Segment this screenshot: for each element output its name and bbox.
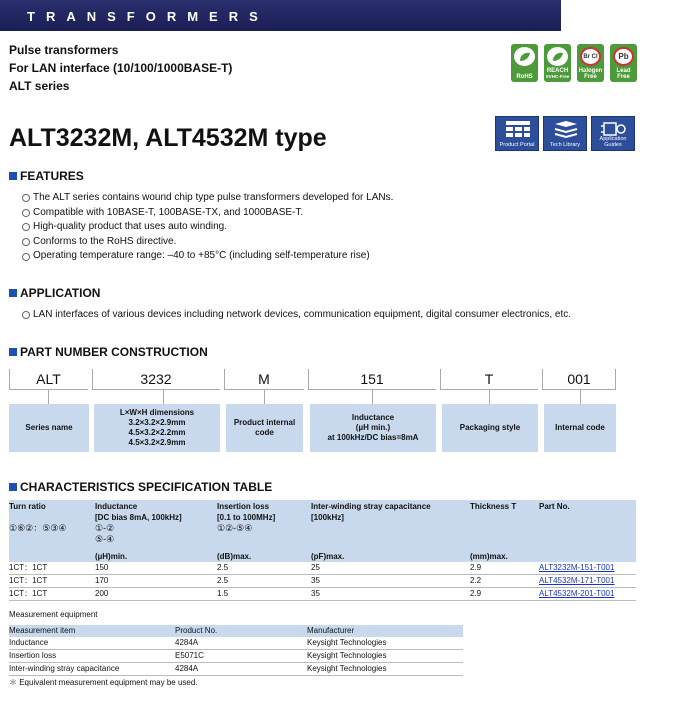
table-cell: 2.2 bbox=[470, 575, 539, 588]
page-title: ALT3232M, ALT4532M type bbox=[9, 124, 327, 152]
table-cell: 35 bbox=[311, 575, 470, 588]
table-cell: 200 bbox=[95, 588, 217, 601]
badge-label: SVHC-Free bbox=[545, 74, 570, 79]
header-text: Turn ratio bbox=[9, 502, 46, 511]
header-text: ①-② bbox=[95, 523, 115, 533]
table-cell: 25 bbox=[311, 562, 470, 575]
part-number-link[interactable]: ALT4532M-201-T001 bbox=[539, 589, 615, 598]
pn-description: Packaging style bbox=[459, 423, 521, 432]
measurement-note: ＊ Equivalent measurement equipment may be used. bbox=[9, 678, 198, 687]
bullet-circle-icon bbox=[22, 311, 30, 319]
pn-description: at 100kHz/DC bias=8mA bbox=[327, 433, 419, 442]
table-cell: 1CT：1CT bbox=[9, 562, 95, 575]
pn-description: code bbox=[255, 428, 274, 437]
bullet-circle-icon bbox=[22, 194, 30, 202]
pn-description-box bbox=[544, 404, 616, 452]
column-header-thickness bbox=[470, 500, 539, 562]
table-cell: 170 bbox=[95, 575, 217, 588]
section-heading-text: APPLICATION bbox=[20, 286, 101, 300]
table-header-row bbox=[9, 500, 636, 562]
pn-description: 4.5×3.2×2.2mm bbox=[128, 428, 186, 437]
features-heading bbox=[9, 169, 84, 183]
list-item bbox=[22, 249, 393, 264]
series-subtitle bbox=[9, 41, 232, 95]
halogen-free-badge bbox=[577, 44, 604, 82]
application-heading bbox=[9, 286, 100, 300]
part-number-link[interactable]: ALT3232M-151-T001 bbox=[539, 563, 615, 572]
product-portal-button[interactable] bbox=[495, 116, 539, 151]
table-cell: Keysight Technologies bbox=[307, 663, 463, 676]
bullet-square-icon bbox=[9, 348, 17, 356]
header-unit: (mm)max. bbox=[470, 552, 508, 561]
section-banner: TRANSFORMERS bbox=[0, 0, 561, 31]
table-cell: 1CT：1CT bbox=[9, 575, 95, 588]
column-header-insertion-loss bbox=[217, 500, 311, 562]
table-row bbox=[9, 637, 463, 650]
header-unit: (dB)max. bbox=[217, 552, 252, 561]
reach-badge bbox=[544, 44, 571, 82]
section-heading-text: CHARACTERISTICS SPECIFICATION TABLE bbox=[20, 480, 273, 494]
table-row bbox=[9, 663, 463, 676]
badge-label: Lead bbox=[616, 68, 631, 74]
list-item bbox=[22, 206, 393, 221]
header-text: ⑤-④ bbox=[95, 533, 115, 544]
table-cell: 4284A bbox=[175, 637, 307, 650]
pn-description-box bbox=[442, 404, 538, 452]
feature-text: Compatible with 10BASE-T, 100BASE-TX, and 1000BASE-T. bbox=[33, 206, 304, 218]
features-list bbox=[22, 191, 393, 264]
table-cell: 2.9 bbox=[470, 562, 539, 575]
pn-description-box bbox=[310, 404, 436, 452]
pn-code: ALT bbox=[9, 369, 88, 390]
table-row bbox=[9, 650, 463, 663]
header-text: Inter-winding stray capacitance bbox=[311, 502, 431, 511]
subtitle-line: ALT series bbox=[9, 79, 70, 93]
application-text: LAN interfaces of various devices including network devices, communication equipment, digital consumer electronics, etc. bbox=[33, 309, 572, 320]
pn-description: 3.2×3.2×2.9mm bbox=[128, 418, 186, 427]
column-header-part-no bbox=[539, 500, 636, 562]
pn-description-box bbox=[94, 404, 220, 452]
bullet-square-icon bbox=[9, 483, 17, 491]
lead-icon bbox=[613, 47, 634, 66]
table-cell: Keysight Technologies bbox=[307, 650, 463, 663]
halogen-icon bbox=[580, 47, 601, 66]
badge-label: Free bbox=[617, 74, 630, 80]
table-cell: 150 bbox=[95, 562, 217, 575]
product-portal-icon bbox=[505, 120, 531, 140]
table-cell: 2.9 bbox=[470, 588, 539, 601]
feature-text: Conforms to the RoHS directive. bbox=[33, 235, 177, 247]
pn-code: T bbox=[440, 369, 538, 390]
link-label: Tech Library bbox=[550, 142, 580, 148]
subtitle-line: For LAN interface (10/100/1000BASE-T) bbox=[9, 61, 233, 75]
pn-description-box bbox=[226, 404, 303, 452]
section-heading-text: FEATURES bbox=[20, 169, 84, 183]
part-number-codes bbox=[9, 369, 616, 390]
column-header-capacitance bbox=[311, 500, 470, 562]
header-text: Thickness T bbox=[470, 502, 517, 511]
badge-label: Halogen bbox=[578, 68, 603, 74]
table-cell: 2.5 bbox=[217, 575, 311, 588]
table-cell: Insertion loss bbox=[9, 650, 175, 663]
link-label: Product Portal bbox=[499, 142, 535, 148]
link-label: Application Guides bbox=[599, 136, 627, 148]
column-header-inductance bbox=[95, 500, 217, 562]
tech-library-icon bbox=[553, 120, 579, 140]
pn-description: L×W×H dimensions bbox=[119, 408, 195, 417]
feature-text: High-quality product that uses auto winding. bbox=[33, 221, 228, 233]
table-cell: 1CT：1CT bbox=[9, 588, 95, 601]
header-text: Part No. bbox=[539, 502, 570, 511]
application-list bbox=[22, 308, 571, 323]
leaf-icon bbox=[547, 47, 568, 66]
tech-library-button[interactable] bbox=[543, 116, 587, 151]
header-text: Insertion loss bbox=[217, 502, 270, 511]
halogen-symbol: Br Cl bbox=[583, 53, 598, 60]
compliance-badges bbox=[511, 44, 637, 82]
list-item bbox=[22, 308, 571, 323]
part-number-link[interactable]: ALT4532M-171-T001 bbox=[539, 576, 615, 585]
table-cell: Keysight Technologies bbox=[307, 637, 463, 650]
measurement-table bbox=[9, 625, 463, 676]
characteristics-heading bbox=[9, 480, 272, 494]
pn-code: 3232 bbox=[92, 369, 220, 390]
pn-description: Internal code bbox=[555, 423, 605, 432]
bullet-circle-icon bbox=[22, 223, 30, 231]
subtitle-line: Pulse transformers bbox=[9, 43, 119, 57]
pn-description: Series name bbox=[25, 423, 73, 432]
table-cell: Inductance bbox=[9, 637, 175, 650]
column-header: Product No. bbox=[175, 625, 307, 637]
header-text: [DC bias 8mA, 100kHz] bbox=[95, 512, 182, 522]
header-text: [100kHz] bbox=[311, 512, 344, 522]
table-cell: 2.5 bbox=[217, 562, 311, 575]
bullet-square-icon bbox=[9, 172, 17, 180]
list-item bbox=[22, 220, 393, 235]
header-text: ①⑥②：⑤③④ bbox=[9, 523, 67, 533]
pn-description-box bbox=[9, 404, 89, 452]
pn-description: Inductance bbox=[351, 413, 395, 422]
badge-label: RoHS bbox=[516, 74, 533, 80]
bullet-square-icon bbox=[9, 289, 17, 297]
resource-links bbox=[495, 116, 635, 151]
header-text: Inductance bbox=[95, 502, 138, 511]
lead-symbol: Pb bbox=[618, 52, 629, 61]
column-header: Manufacturer bbox=[307, 625, 463, 637]
rohs-badge bbox=[511, 44, 538, 82]
feature-text: The ALT series contains wound chip type pulse transformers developed for LANs. bbox=[33, 192, 394, 203]
badge-label: Free bbox=[584, 74, 597, 80]
table-cell: Inter-winding stray capacitance bbox=[9, 663, 175, 676]
header-text: ①②-⑤④ bbox=[217, 523, 253, 533]
column-header-turn-ratio bbox=[9, 500, 95, 562]
lead-free-badge bbox=[610, 44, 637, 82]
leaf-icon bbox=[514, 47, 535, 66]
pn-code: 001 bbox=[542, 369, 616, 390]
list-item bbox=[22, 235, 393, 250]
list-item bbox=[22, 191, 393, 206]
table-cell: E5071C bbox=[175, 650, 307, 663]
table-row bbox=[9, 575, 636, 588]
bullet-circle-icon bbox=[22, 253, 30, 261]
header-unit: (µH)min. bbox=[95, 552, 128, 561]
table-header-row bbox=[9, 625, 463, 637]
bullet-circle-icon bbox=[22, 238, 30, 246]
table-row bbox=[9, 588, 636, 601]
characteristics-table bbox=[9, 500, 636, 601]
pn-code: M bbox=[224, 369, 304, 390]
table-row bbox=[9, 562, 636, 575]
bullet-circle-icon bbox=[22, 209, 30, 217]
badge-label: REACH bbox=[546, 68, 569, 74]
header-text: [0.1 to 100MHz] bbox=[217, 512, 276, 522]
table-cell: 4284A bbox=[175, 663, 307, 676]
pn-code: 151 bbox=[308, 369, 436, 390]
section-heading-text: PART NUMBER CONSTRUCTION bbox=[20, 345, 208, 359]
pn-description: 4.5×3.2×2.9mm bbox=[128, 438, 186, 447]
table-cell: 1.5 bbox=[217, 588, 311, 601]
measurement-title: Measurement equipment bbox=[9, 610, 98, 619]
application-guides-button[interactable] bbox=[591, 116, 635, 151]
header-unit: (pF)max. bbox=[311, 552, 345, 561]
feature-text: Operating temperature range: –40 to +85°C (including self-temperature rise) bbox=[33, 250, 370, 262]
column-header: Measurement item bbox=[9, 625, 175, 637]
part-number-heading bbox=[9, 345, 208, 359]
table-cell: 35 bbox=[311, 588, 470, 601]
pn-description: (µH min.) bbox=[355, 423, 391, 432]
pn-description: Product internal bbox=[233, 418, 296, 427]
